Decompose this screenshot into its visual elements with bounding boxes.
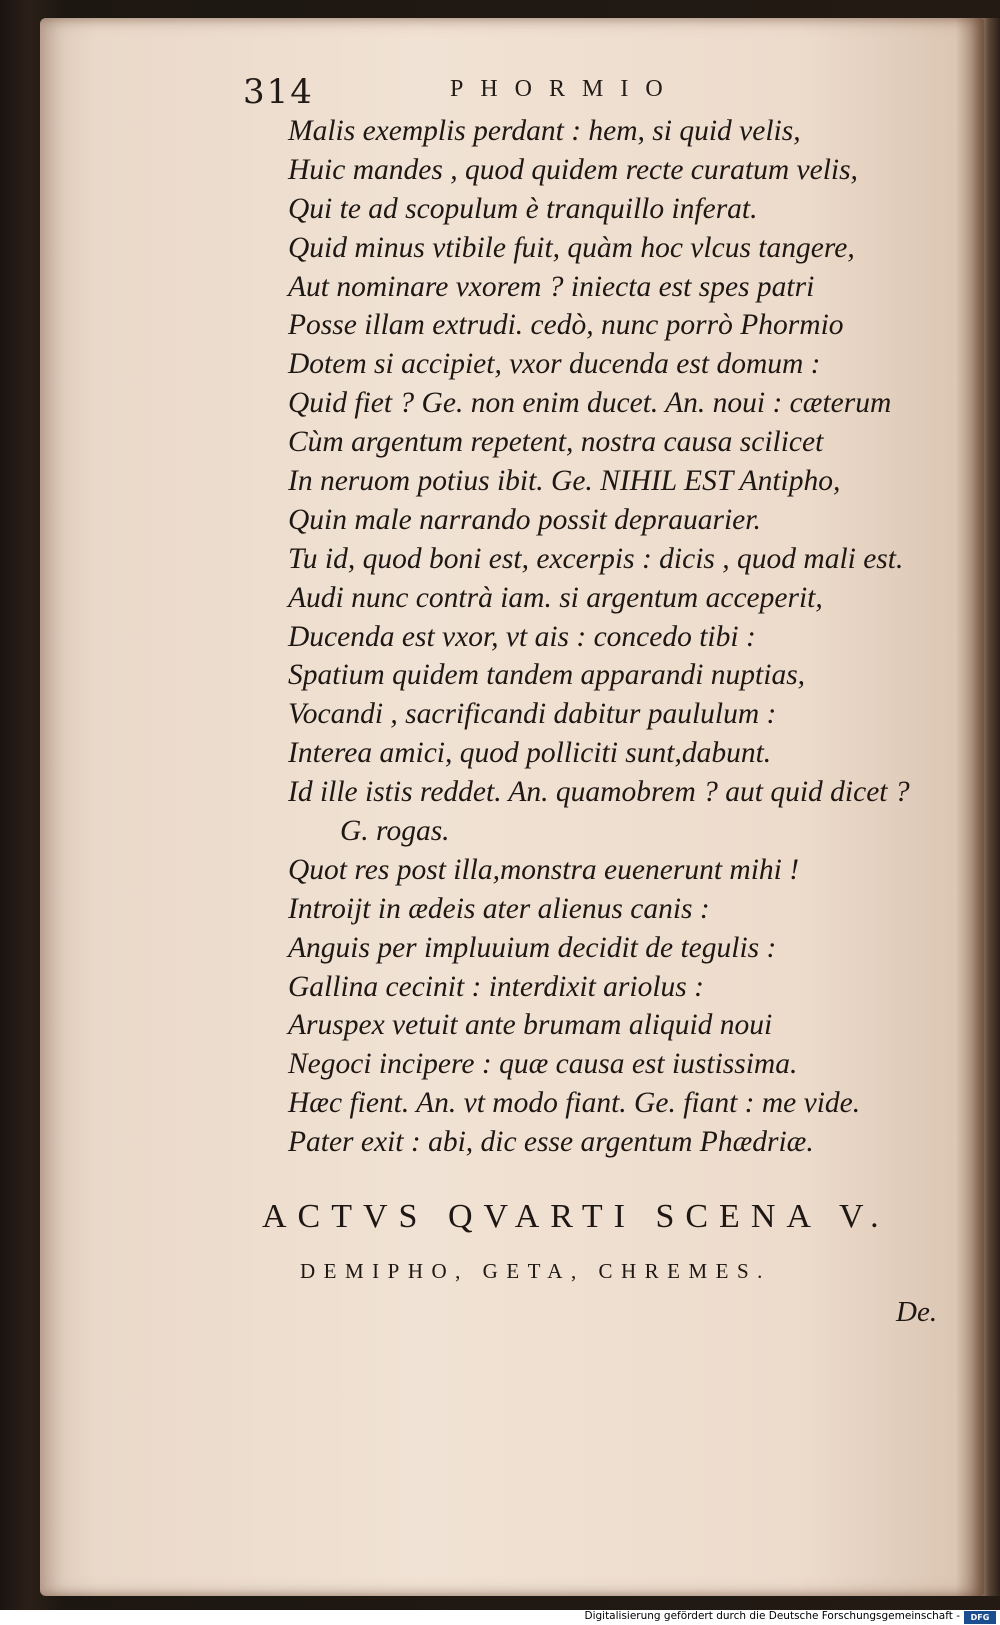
verse-line: Huic mandes , quod quidem recte curatum velis,: [288, 153, 858, 186]
verse-block: [288, 112, 948, 1162]
page-header: [0, 72, 1000, 112]
verse-line: Gallina cecinit : interdixit ariolus :: [288, 970, 704, 1003]
verse-line: Tu id, quod boni est, excerpis : dicis , quod mali est.: [288, 542, 904, 575]
verse-line: Dotem si accipiet, vxor ducenda est domum :: [288, 348, 821, 381]
verse-line: Interea amici, quod polliciti sunt,dabunt.: [288, 737, 772, 770]
dfg-logo: DFG: [964, 1611, 996, 1624]
running-head: PHORMIO: [450, 76, 680, 102]
verse-line: Aut nominare vxorem ? iniecta est spes patri: [288, 270, 815, 303]
verse-line: In neruom potius ibit. Ge. NIHIL EST Antipho,: [288, 465, 841, 498]
verse-line: Aruspex vetuit ante brumam aliquid noui: [288, 1009, 773, 1042]
dramatis-personae: DEMIPHO, GETA, CHREMES.: [300, 1259, 771, 1283]
verse-line: Quin male narrando possit deprauarier.: [288, 503, 761, 536]
verse-line: Malis exemplis perdant : hem, si quid velis,: [288, 115, 801, 147]
verse-line: Quid fiet ? Ge. non enim ducet. An. noui : cæterum: [288, 387, 892, 420]
verse-line: Hæc fient. An. vt modo fiant. Ge. fiant : me vide.: [288, 1087, 861, 1120]
verse-line: Vocandi , sacrificandi dabitur paululum :: [288, 698, 777, 731]
verse-line: Cùm argentum repetent, nostra causa scilicet: [288, 426, 824, 459]
verse-line: Quot res post illa,monstra euenerunt mihi !: [288, 853, 800, 886]
verse-line: Qui te ad scopulum è tranquillo inferat.: [288, 192, 758, 225]
verse-line: Negoci incipere : quæ causa est iustissima.: [288, 1048, 798, 1081]
verse-line: Audi nunc contrà iam. si argentum acceperit,: [288, 581, 823, 614]
catchword: De.: [896, 1296, 938, 1328]
verse-line: Id ille istis reddet. An. quamobrem ? aut quid dicet ?: [288, 776, 910, 809]
verse-line: G. rogas.: [340, 815, 450, 848]
verse-line: Introijt in ædeis ater alienus canis :: [288, 892, 710, 925]
verse-line: Spatium quidem tandem apparandi nuptias,: [288, 659, 806, 692]
verse-line: Pater exit : abi, dic esse argentum Phædriæ.: [288, 1126, 814, 1159]
verse-line: Quid minus vtibile fuit, quàm hoc vlcus tangere,: [288, 231, 855, 264]
digitization-footer: [0, 1610, 1000, 1625]
verse-line: Anguis per impluuium decidit de tegulis :: [288, 931, 777, 964]
funding-credit: Digitalisierung gefördert durch die Deutsche Forschungsgemeinschaft -: [584, 1610, 960, 1622]
page-number: 314: [243, 72, 314, 112]
scene-heading: ACTVS QVARTI SCENA V.: [262, 1198, 890, 1235]
verse-line: Posse illam extrudi. cedò, nunc porrò Phormio: [288, 309, 844, 342]
verse-line: Ducenda est vxor, vt ais : concedo tibi :: [288, 620, 756, 653]
